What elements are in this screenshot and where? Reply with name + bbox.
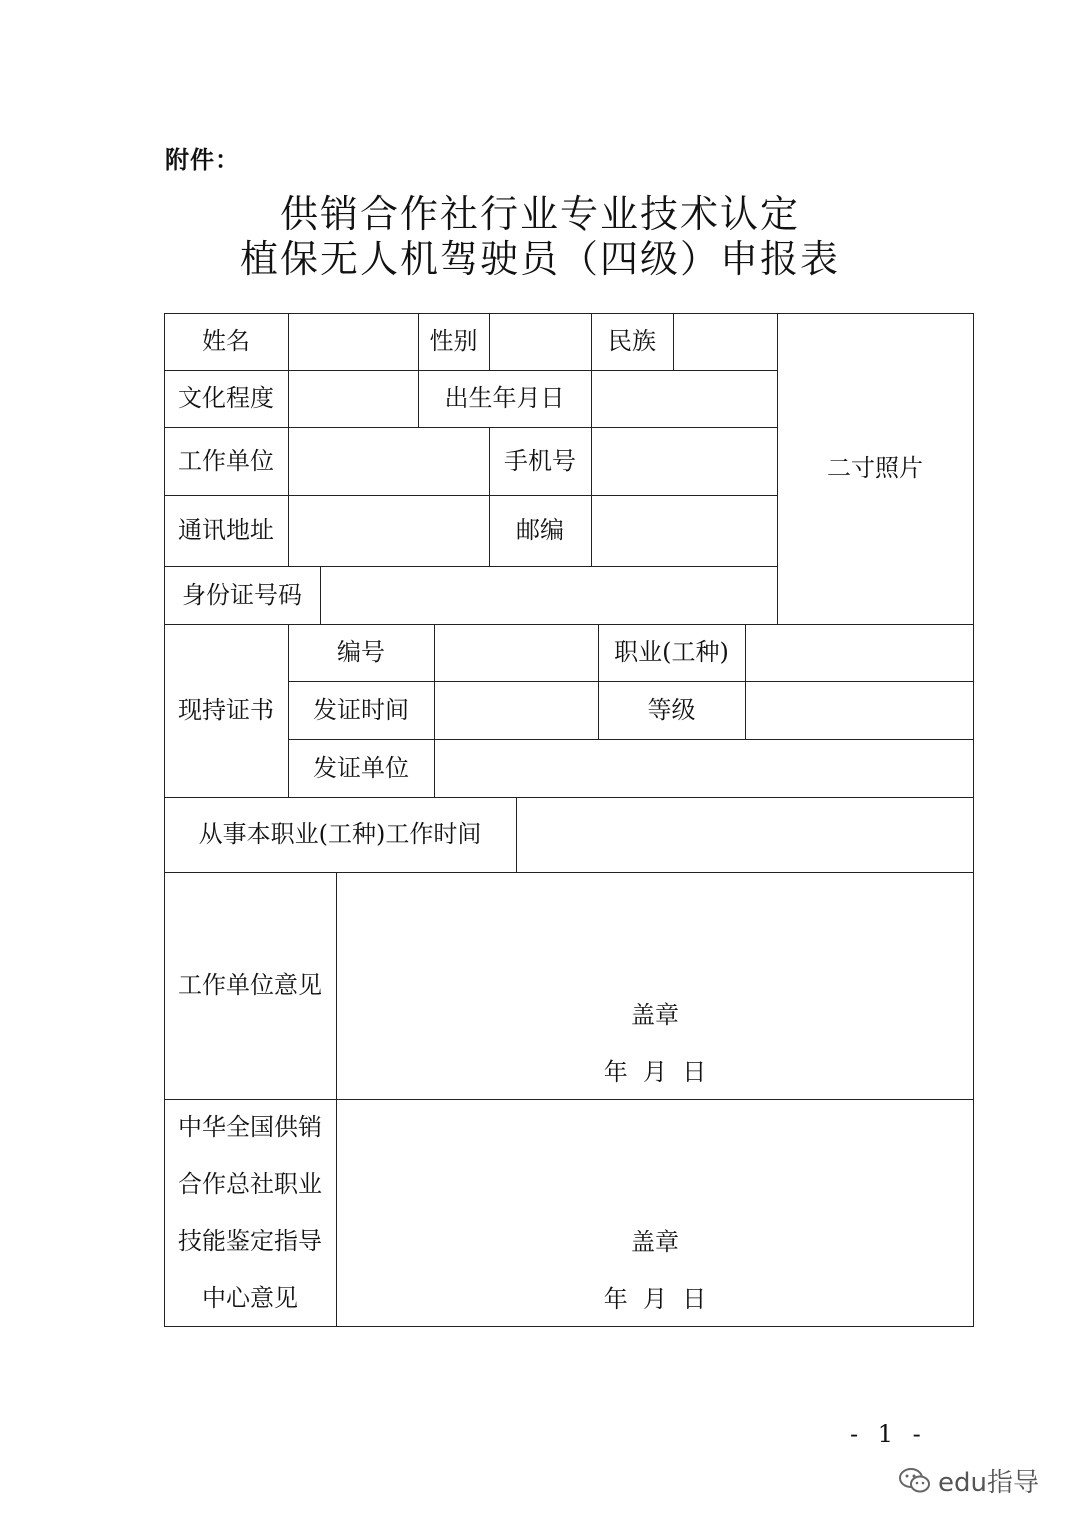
- employer-seal-label: 盖章: [631, 1000, 679, 1029]
- center-date-label: 年 月 日: [603, 1284, 707, 1313]
- form-title-line2: 植保无人机驾驶员（四级）申报表: [239, 237, 840, 281]
- attachment-label: 附件：: [165, 145, 240, 174]
- label-employer: 工作单位: [178, 446, 274, 475]
- postcode-field[interactable]: [592, 496, 777, 566]
- label-center-opinion: [164, 1099, 336, 1326]
- label-ethnicity: 民族: [608, 327, 656, 356]
- label-current-cert: 现持证书: [178, 696, 274, 725]
- label-education: 文化程度: [178, 384, 274, 413]
- center-seal-label: 盖章: [631, 1227, 679, 1256]
- address-field[interactable]: [289, 496, 489, 566]
- label-occupation: 职业(工种): [614, 638, 729, 667]
- label-employer-opinion: 工作单位意见: [178, 971, 322, 1000]
- label-issue-date: 发证时间: [313, 695, 409, 724]
- form-title-line1: 供销合作社行业专业技术认定: [279, 192, 800, 236]
- issuer-field[interactable]: [435, 740, 973, 797]
- label-cert-number: 编号: [337, 638, 385, 667]
- ethnicity-field[interactable]: [674, 314, 777, 370]
- level-field[interactable]: [746, 682, 973, 739]
- label-gender: 性别: [429, 327, 478, 356]
- employer-field[interactable]: [289, 428, 489, 495]
- gender-field[interactable]: [490, 314, 591, 370]
- watermark: [898, 1462, 1039, 1499]
- birthdate-field[interactable]: [592, 371, 777, 427]
- watermark-text: edu指导: [938, 1468, 1039, 1498]
- education-field[interactable]: [289, 371, 418, 427]
- label-postcode: 邮编: [516, 516, 564, 545]
- table-border-right: [973, 313, 974, 1327]
- label-name: 姓名: [202, 327, 250, 356]
- label-level: 等级: [647, 695, 696, 724]
- label-mobile: 手机号: [504, 446, 576, 475]
- center-opinion-line: 中华全国供销: [178, 1112, 322, 1141]
- mobile-field[interactable]: [592, 428, 777, 495]
- cert-number-field[interactable]: [435, 625, 598, 681]
- photo-placeholder[interactable]: 二寸照片: [827, 454, 923, 483]
- center-opinion-line: 技能鉴定指导: [178, 1226, 322, 1255]
- name-field[interactable]: [289, 314, 418, 370]
- center-opinion-line: 合作总社职业: [178, 1169, 322, 1198]
- id-number-field[interactable]: [321, 567, 777, 624]
- label-id-number: 身份证号码: [182, 580, 302, 609]
- issue-date-field[interactable]: [435, 682, 598, 739]
- center-opinion-line: 中心意见: [202, 1283, 298, 1312]
- occupation-field[interactable]: [746, 625, 973, 681]
- label-birthdate: 出生年月日: [444, 384, 565, 413]
- label-issuer: 发证单位: [313, 753, 409, 782]
- label-work-years: 从事本职业(工种)工作时间: [198, 820, 482, 849]
- work-years-field[interactable]: [517, 798, 973, 872]
- label-address: 通讯地址: [178, 516, 274, 545]
- wechat-icon: [898, 1466, 932, 1496]
- employer-date-label: 年 月 日: [603, 1057, 707, 1086]
- page-number: - 1 -: [850, 1420, 927, 1448]
